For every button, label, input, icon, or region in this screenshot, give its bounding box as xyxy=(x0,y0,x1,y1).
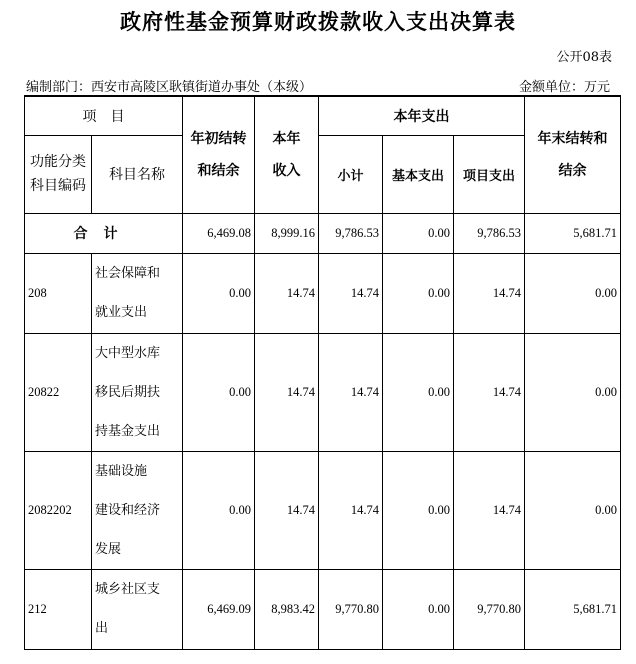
table-row xyxy=(25,569,621,649)
total-project: 9,786.53 xyxy=(454,213,525,253)
row-project: 9,770.80 xyxy=(454,569,525,649)
row-code: 208 xyxy=(25,253,92,333)
row-subtotal: 9,770.80 xyxy=(319,569,383,649)
row-closing: 0.00 xyxy=(525,253,621,333)
row-code: 20822 xyxy=(25,333,92,451)
row-name-line: 大中型水库 xyxy=(95,345,161,361)
row-closing: 0.00 xyxy=(525,451,621,569)
table-row xyxy=(25,253,621,333)
header-function-code xyxy=(25,135,92,213)
header-func-code-line1: 功能分类 xyxy=(30,154,86,170)
row-subject-name xyxy=(92,451,183,569)
row-basic: 0.00 xyxy=(383,451,454,569)
row-opening: 0.00 xyxy=(183,253,255,333)
header-income xyxy=(255,96,319,213)
header-closing-balance xyxy=(525,96,621,213)
row-name-line: 社会保障和 xyxy=(95,266,161,281)
row-subject-name xyxy=(92,333,183,451)
header-expense-group: 本年支出 xyxy=(319,96,525,135)
department-label: 编制部门：西安市高陵区耿镇街道办事处（本级） xyxy=(26,80,313,95)
header-income-line2: 收入 xyxy=(272,162,301,179)
row-income: 14.74 xyxy=(255,253,319,333)
row-project: 14.74 xyxy=(454,253,525,333)
row-code: 212 xyxy=(25,569,92,649)
row-code: 2082202 xyxy=(25,451,92,569)
page-title: 政府性基金预算财政拨款收入支出决算表 xyxy=(120,9,516,34)
row-subject-name xyxy=(92,253,183,333)
header-closing-line2: 结余 xyxy=(558,162,587,179)
header-func-code-line2: 科目编码 xyxy=(30,178,86,194)
row-opening: 0.00 xyxy=(183,451,255,569)
row-subtotal: 14.74 xyxy=(319,451,383,569)
header-closing-line1: 年末结转和 xyxy=(537,130,608,147)
row-basic: 0.00 xyxy=(383,569,454,649)
row-name-line: 建设和经济 xyxy=(95,502,161,518)
header-opening-line1: 年初结转 xyxy=(190,130,247,147)
row-project: 14.74 xyxy=(454,333,525,451)
header-income-line1: 本年 xyxy=(272,130,301,147)
header-opening-line2: 和结余 xyxy=(197,162,240,179)
row-subject-name xyxy=(92,569,183,649)
row-name-line: 持基金支出 xyxy=(95,423,161,439)
row-name-line: 城乡社区支 xyxy=(95,582,161,597)
row-subtotal: 14.74 xyxy=(319,333,383,451)
header-subtotal: 小计 xyxy=(319,135,383,213)
row-name-line: 移民后期扶 xyxy=(95,384,161,400)
total-label: 合计 xyxy=(25,213,183,253)
row-closing: 5,681.71 xyxy=(525,569,621,649)
header-opening-balance xyxy=(183,96,255,213)
row-income: 14.74 xyxy=(255,333,319,451)
row-closing: 0.00 xyxy=(525,333,621,451)
total-opening: 6,469.08 xyxy=(183,213,255,253)
row-name-line: 就业支出 xyxy=(95,305,148,320)
unit-label: 金额单位：万元 xyxy=(518,80,610,95)
row-subtotal: 14.74 xyxy=(319,253,383,333)
row-opening: 6,469.09 xyxy=(183,569,255,649)
header-project-expense: 项目支出 xyxy=(454,135,525,213)
total-row xyxy=(25,213,621,253)
row-name-line: 基础设施 xyxy=(95,463,148,479)
form-number: 公开08表 xyxy=(556,50,612,65)
total-subtotal: 9,786.53 xyxy=(319,213,383,253)
table-row xyxy=(25,333,621,451)
row-name-line: 发展 xyxy=(95,541,122,557)
row-project: 14.74 xyxy=(454,451,525,569)
row-income: 14.74 xyxy=(255,451,319,569)
budget-table xyxy=(24,95,621,650)
total-closing: 5,681.71 xyxy=(525,213,621,253)
row-basic: 0.00 xyxy=(383,253,454,333)
row-opening: 0.00 xyxy=(183,333,255,451)
header-item: 项 目 xyxy=(25,96,183,135)
header-subject-name: 科目名称 xyxy=(92,135,183,213)
total-basic: 0.00 xyxy=(383,213,454,253)
row-name-line: 出 xyxy=(95,621,109,636)
header-basic-expense: 基本支出 xyxy=(383,135,454,213)
table-row xyxy=(25,451,621,569)
row-income: 8,983.42 xyxy=(255,569,319,649)
row-basic: 0.00 xyxy=(383,333,454,451)
total-income: 8,999.16 xyxy=(255,213,319,253)
